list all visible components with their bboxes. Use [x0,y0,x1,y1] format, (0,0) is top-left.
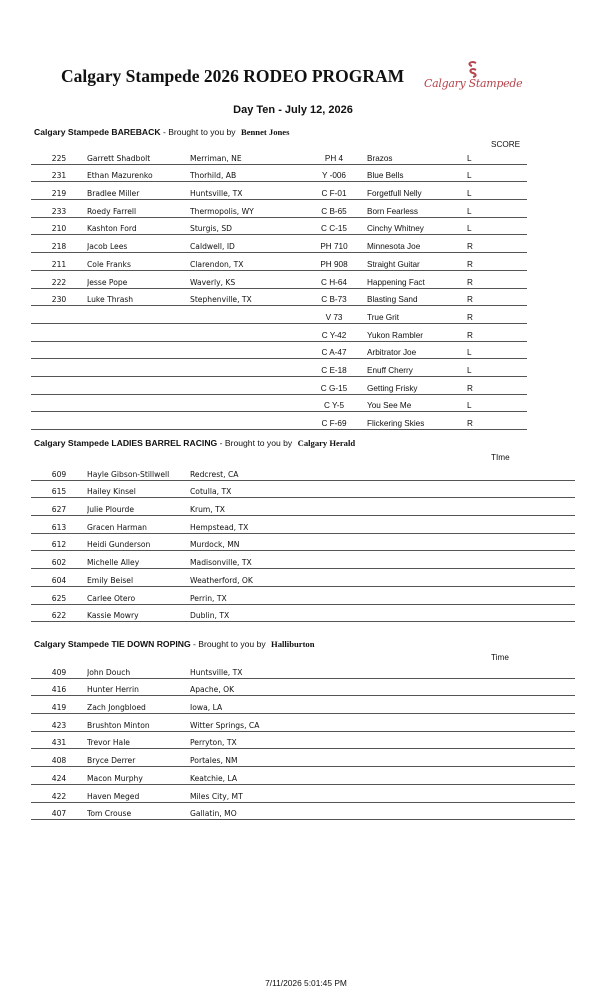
hometown: Sturgis, SD [190,217,301,235]
contestant-name: John Douch [87,661,190,678]
score-cell [497,253,527,271]
chute-direction: R [467,306,497,324]
hometown: Apache, OK [190,678,301,696]
roping-section-header [34,639,534,653]
horse-name: Getting Frisky [367,376,467,394]
back-number: 422 [31,784,87,802]
back-number: 609 [31,463,87,480]
back-number: 416 [31,678,87,696]
horse-name: Blasting Sand [367,288,467,306]
contestant-name [87,341,190,359]
horse-name: You See Me [367,394,467,412]
contestant-name [87,394,190,412]
contestant-name: Carlee Otero [87,586,190,604]
score-cell [497,270,527,288]
blank-cell [301,696,575,714]
contestant-name: Ethan Mazurenko [87,164,190,182]
blank-cell [301,604,575,622]
blank-cell [301,533,575,551]
chute-direction: R [467,376,497,394]
horse-name: Enuff Cherry [367,359,467,377]
back-number [31,323,87,341]
score-cell [497,376,527,394]
hometown [190,394,301,412]
contestant-row [31,569,575,587]
contestant-row [31,200,527,218]
score-cell [497,412,527,430]
contestant-row [31,235,527,253]
hometown: Redcrest, CA [190,463,301,480]
hometown [190,306,301,324]
contestant-row [31,394,527,412]
contestant-row [31,784,575,802]
blank-cell [301,714,575,732]
hometown: Thermopolis, WY [190,200,301,218]
contestant-row [31,323,527,341]
barrel-table [31,463,575,622]
back-number [31,359,87,377]
hometown: Weatherford, OK [190,569,301,587]
contestant-name [87,376,190,394]
horse-name: Straight Guitar [367,253,467,271]
contestant-row [31,412,527,430]
hometown [190,359,301,377]
back-number: 423 [31,714,87,732]
blank-cell [301,731,575,749]
blank-cell [301,802,575,820]
chute-direction: L [467,341,497,359]
back-number: 225 [31,147,87,164]
contestant-name: Hailey Kinsel [87,480,190,498]
back-number: 222 [31,270,87,288]
contestant-name: Kashton Ford [87,217,190,235]
back-number [31,306,87,324]
score-cell [497,288,527,306]
contestant-name: Kassie Mowry [87,604,190,622]
chute-direction: L [467,164,497,182]
contestant-name [87,359,190,377]
back-number: 233 [31,200,87,218]
blank-cell [301,551,575,569]
back-number: 627 [31,498,87,516]
chute-direction: L [467,394,497,412]
contestant-name: Bryce Derrer [87,749,190,767]
back-number: 419 [31,696,87,714]
back-number: 409 [31,661,87,678]
contestant-row [31,678,575,696]
chute-direction: L [467,200,497,218]
contestant-name: Zach Jongbloed [87,696,190,714]
sponsor-name: Bennet Jones [240,127,290,137]
barrel-section-header [34,438,534,452]
chute-direction: R [467,412,497,430]
stock-number: C Y-5 [301,394,367,412]
hometown: Krum, TX [190,498,301,516]
back-number: 231 [31,164,87,182]
blank-cell [301,678,575,696]
back-number: 408 [31,749,87,767]
stock-number: Y -006 [301,164,367,182]
hometown: Cotulla, TX [190,480,301,498]
blank-cell [301,586,575,604]
score-cell [497,235,527,253]
contestant-row [31,182,527,200]
blank-cell [301,749,575,767]
contestant-row [31,270,527,288]
stock-number: C F-01 [301,182,367,200]
horse-name: Yukon Rambler [367,323,467,341]
hometown: Hempstead, TX [190,516,301,534]
stock-number: C F-69 [301,412,367,430]
stock-number: PH 908 [301,253,367,271]
contestant-row [31,306,527,324]
calgary-stampede-logo [424,60,523,100]
score-cell [497,359,527,377]
brought-by-text: - Brought to you by [162,127,236,137]
contestant-name: Jacob Lees [87,235,190,253]
score-cell [497,341,527,359]
brought-by-text: - Brought to you by [219,438,293,448]
contestant-name: Tom Crouse [87,802,190,820]
stock-number: PH 4 [301,147,367,164]
horse-name: Flickering Skies [367,412,467,430]
hometown: Waverly, KS [190,270,301,288]
contestant-row [31,802,575,820]
contestant-name [87,412,190,430]
horse-name: Minnesota Joe [367,235,467,253]
contestant-name: Gracen Harman [87,516,190,534]
blank-cell [301,516,575,534]
stock-number: C H-64 [301,270,367,288]
back-number: 218 [31,235,87,253]
hometown: Huntsville, TX [190,182,301,200]
blank-cell [301,463,575,480]
contestant-name: Bradlee Miller [87,182,190,200]
contestant-row [31,533,575,551]
hometown: Huntsville, TX [190,661,301,678]
contestant-row [31,480,575,498]
hometown: Caldwell, ID [190,235,301,253]
back-number: 431 [31,731,87,749]
back-number: 211 [31,253,87,271]
chute-direction: L [467,217,497,235]
back-number: 602 [31,551,87,569]
score-cell [497,306,527,324]
contestant-row [31,376,527,394]
back-number [31,376,87,394]
hometown: Madisonville, TX [190,551,301,569]
back-number: 230 [31,288,87,306]
horse-name: Born Fearless [367,200,467,218]
page-title: Calgary Stampede 2026 RODEO PROGRAM [61,66,405,86]
stock-number: V 73 [301,306,367,324]
contestant-name: Brushton Minton [87,714,190,732]
contestant-row [31,341,527,359]
contestant-row [31,164,527,182]
event-name: Calgary Stampede BAREBACK [34,127,161,137]
stock-number: C Y-42 [301,323,367,341]
score-cell [497,182,527,200]
back-number: 604 [31,569,87,587]
stock-number: C C-15 [301,217,367,235]
contestant-name: Garrett Shadbolt [87,147,190,164]
contestant-name: Heidi Gunderson [87,533,190,551]
hometown [190,376,301,394]
hometown: Keatchie, LA [190,767,301,785]
back-number: 622 [31,604,87,622]
stock-number: C E-18 [301,359,367,377]
back-number: 407 [31,802,87,820]
contestant-name: Hayle Gibson-Stillwell [87,463,190,480]
hometown [190,323,301,341]
back-number: 219 [31,182,87,200]
cs-monogram-icon [462,60,484,78]
chute-direction: L [467,182,497,200]
chute-direction: R [467,270,497,288]
back-number: 615 [31,480,87,498]
contestant-name: Haven Meged [87,784,190,802]
stock-number: C B-73 [301,288,367,306]
stock-number: C G-15 [301,376,367,394]
contestant-row [31,696,575,714]
hometown: Miles City, MT [190,784,301,802]
roping-table [31,661,575,820]
contestant-name: Hunter Herrin [87,678,190,696]
contestant-row [31,767,575,785]
horse-name: Forgetfull Nelly [367,182,467,200]
contestant-name: Emily Beisel [87,569,190,587]
chute-direction: R [467,253,497,271]
hometown: Thorhild, AB [190,164,301,182]
contestant-name: Roedy Farrell [87,200,190,218]
score-cell [497,147,527,164]
back-number: 625 [31,586,87,604]
bareback-section-header [34,127,534,141]
blank-cell [301,661,575,678]
hometown: Perryton, TX [190,731,301,749]
event-name: Calgary Stampede LADIES BARREL RACING [34,438,218,448]
back-number: 613 [31,516,87,534]
back-number: 424 [31,767,87,785]
stock-number: C A-47 [301,341,367,359]
horse-name: True Grit [367,306,467,324]
hometown: Portales, NM [190,749,301,767]
back-number [31,412,87,430]
chute-direction: L [467,359,497,377]
blank-cell [301,767,575,785]
score-column-header: SCORE [491,140,521,149]
bareback-table [31,147,527,430]
contestant-row [31,714,575,732]
contestant-row [31,359,527,377]
hometown: Gallatin, MO [190,802,301,820]
day-heading: Day Ten - July 12, 2026 [233,104,353,116]
hometown: Murdock, MN [190,533,301,551]
hometown: Clarendon, TX [190,253,301,271]
stock-number: C B-65 [301,200,367,218]
sponsor-name: Calgary Herald [297,438,356,448]
contestant-row [31,288,527,306]
back-number: 210 [31,217,87,235]
contestant-name: Trevor Hale [87,731,190,749]
contestant-row [31,749,575,767]
contestant-name [87,323,190,341]
hometown [190,341,301,359]
contestant-row [31,463,575,480]
contestant-name: Cole Franks [87,253,190,271]
horse-name: Cinchy Whitney [367,217,467,235]
blank-cell [301,498,575,516]
chute-direction: R [467,235,497,253]
stock-number: PH 710 [301,235,367,253]
horse-name: Happening Fact [367,270,467,288]
chute-direction: R [467,288,497,306]
contestant-name: Julie Plourde [87,498,190,516]
contestant-name: Jesse Pope [87,270,190,288]
contestant-row [31,498,575,516]
hometown: Iowa, LA [190,696,301,714]
hometown: Stephenville, TX [190,288,301,306]
hometown: Witter Springs, CA [190,714,301,732]
horse-name: Blue Bells [367,164,467,182]
blank-cell [301,480,575,498]
contestant-row [31,217,527,235]
contestant-name: Michelle Alley [87,551,190,569]
back-number [31,394,87,412]
contestant-row [31,516,575,534]
hometown: Perrin, TX [190,586,301,604]
horse-name: Brazos [367,147,467,164]
blank-cell [301,784,575,802]
contestant-row [31,604,575,622]
event-name: Calgary Stampede TIE DOWN ROPING [34,639,191,649]
score-cell [497,164,527,182]
contestant-row [31,253,527,271]
contestant-row [31,731,575,749]
score-cell [497,200,527,218]
hometown: Dublin, TX [190,604,301,622]
contestant-row [31,147,527,164]
score-cell [497,217,527,235]
hometown: Merriman, NE [190,147,301,164]
score-cell [497,323,527,341]
print-timestamp: 7/11/2026 5:01:45 PM [265,978,347,988]
blank-cell [301,569,575,587]
contestant-row [31,551,575,569]
back-number: 612 [31,533,87,551]
logo-wordmark: Calgary Stampede [424,77,523,90]
horse-name: Arbitrator Joe [367,341,467,359]
time-column-header: Time [491,653,509,662]
score-cell [497,394,527,412]
chute-direction: L [467,147,497,164]
hometown [190,412,301,430]
sponsor-name: Halliburton [271,639,315,649]
back-number [31,341,87,359]
chute-direction: R [467,323,497,341]
time-column-header: TIme [491,453,510,462]
contestant-name [87,306,190,324]
contestant-row [31,586,575,604]
brought-by-text: - Brought to you by [193,639,266,649]
contestant-name: Luke Thrash [87,288,190,306]
contestant-name: Macon Murphy [87,767,190,785]
contestant-row [31,661,575,678]
